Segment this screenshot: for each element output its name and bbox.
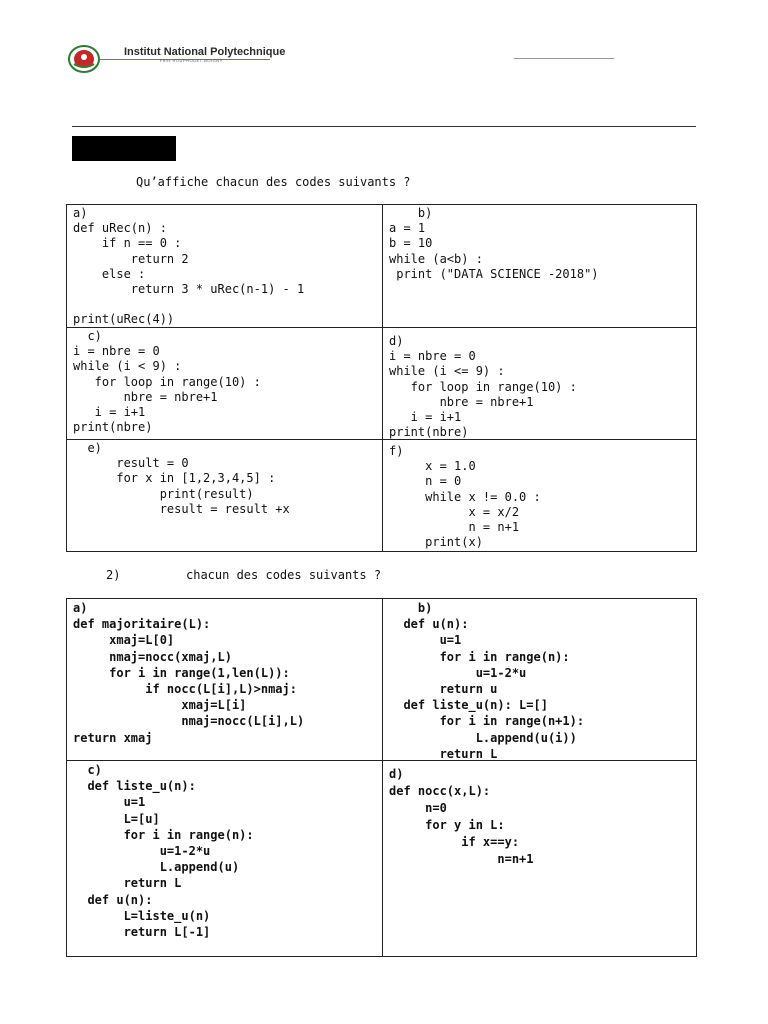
code-cell-d: d) i = nbre = 0 while (i <= 9) : for loop in range(10) : nbre = nbre+1 i = i+1 print(nbre) (382, 327, 697, 440)
question-2-number: 2) (106, 568, 121, 582)
question-2: chacun des codes suivants ? (186, 568, 382, 582)
header-right-line (514, 58, 614, 59)
institution-name: Institut National Polytechnique (124, 46, 286, 58)
horizontal-rule (72, 126, 696, 127)
code-cell-e: e) result = 0 for x in [1,2,3,4,5] : print(result) result = result +x (66, 439, 383, 552)
code-cell-2b: b) def u(n): u=1 for i in range(n): u=1-2*u return u def liste_u(n): L=[] for i in range(n+1): L.append(u(i)) return L (382, 598, 697, 761)
code-cell-f: f) x = 1.0 n = 0 while x != 0.0 : x = x/2 n = n+1 print(x) (382, 439, 697, 552)
institution-subtitle: Félix HOUPHOUËT-BOIGNY (160, 58, 223, 63)
redacted-title-box (72, 136, 176, 161)
code-cell-a: a) def uRec(n) : if n == 0 : return 2 else : return 3 * uRec(n-1) - 1 print(uRec(4)) (66, 204, 383, 328)
code-cell-2c: c) def liste_u(n): u=1 L=[u] for i in range(n): u=1-2*u L.append(u) return L def u(n): L=liste_u(n) return L[-1] (66, 760, 383, 957)
code-cell-2a: a) def majoritaire(L): xmaj=L[0] nmaj=nocc(xmaj,L) for i in range(1,len(L)): if nocc(L[i],L)>nmaj: xmaj=L[i] nmaj=nocc(L[i],L) return xmaj (66, 598, 383, 761)
code-cell-b: b) a = 1 b = 10 while (a<b) : print ("DATA SCIENCE -2018") (382, 204, 697, 328)
code-cell-2d: d) def nocc(x,L): n=0 for y in L: if x==y: n=n+1 (382, 760, 697, 957)
institution-logo (68, 44, 100, 74)
code-cell-c: c) i = nbre = 0 while (i < 9) : for loop in range(10) : nbre = nbre+1 i = i+1 print(nbre) (66, 327, 383, 440)
question-1: Qu’affiche chacun des codes suivants ? (136, 175, 411, 189)
